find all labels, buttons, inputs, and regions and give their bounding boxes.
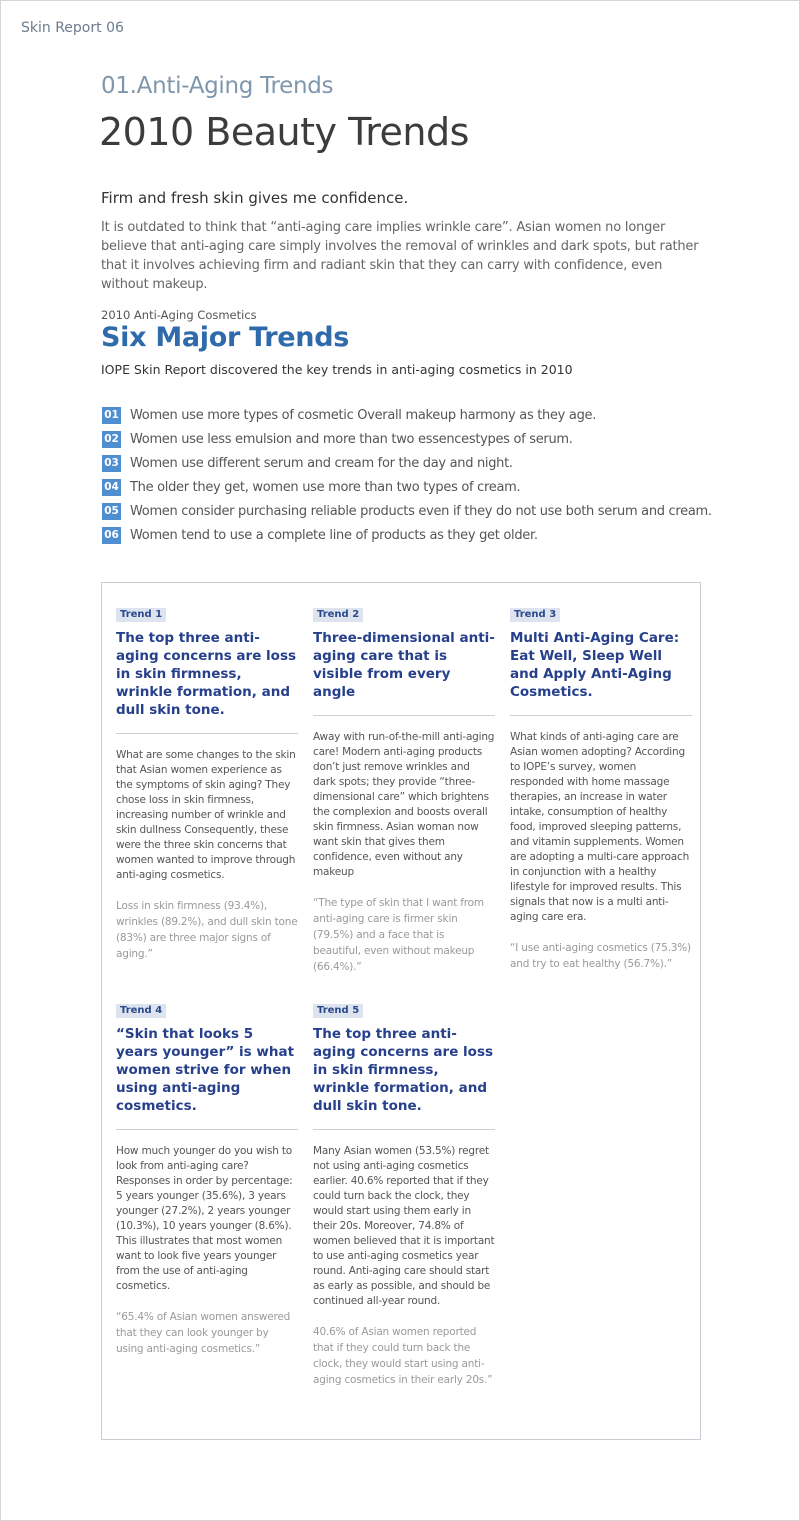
- divider: [313, 715, 495, 716]
- list-item: [102, 427, 742, 451]
- number-badge: 01: [102, 407, 121, 424]
- card-body: Many Asian women (53.5%) regret not using anti-aging cosmetics earlier. 40.6% reported that if they could turn back the clock, they would start using them early in their 20s. Moreover, 74.8% of women believed that it is important to use anti-aging cosmetics year round. Anti-aging care should start as early as possible, and should be continued all-year round.: [313, 1145, 495, 1307]
- list-item-text: Women use different serum and cream for the day and night.: [130, 455, 513, 471]
- card-quote: “65.4% of Asian women answered that they can look younger by using anti-aging cosmetics.”: [116, 1311, 291, 1355]
- card-quote: Loss in skin firmness (93.4%), wrinkles (89.2%), and dull skin tone (83%) are three major signs of aging.”: [116, 900, 298, 960]
- card-quote: 40.6% of Asian women reported that if they could turn back the clock, they would start using anti-aging cosmetics in their early 20s.”: [313, 1326, 493, 1386]
- card-body: Away with run-of-the-mill anti-aging care! Modern anti-aging products don’t just remove wrinkles and dark spots; they provide “three-dimensional care” which brightens the complexion and boosts overall skin firmness. Asian woman now want skin that gives them confidence, even without any makeup: [313, 731, 495, 878]
- number-badge: 05: [102, 503, 121, 520]
- trend-card-1: [116, 602, 298, 962]
- trend-cards-panel: [101, 582, 701, 1440]
- card-title: Multi Anti-Aging Care: Eat Well, Sleep Well and Apply Anti-Aging Cosmetics.: [510, 630, 680, 700]
- trend-card-4: [116, 998, 298, 1357]
- list-item: [102, 523, 742, 547]
- trend-tag: Trend 3: [510, 608, 560, 622]
- intro-lead: Firm and fresh skin gives me confidence.: [101, 189, 409, 207]
- page-title: 2010 Beauty Trends: [99, 110, 469, 154]
- list-item: [102, 499, 742, 523]
- card-body: What kinds of anti-aging care are Asian women adopting? According to IOPE’s survey, women responded with home massage therapies, an increase in water intake, consumption of healthy food, improved sleeping patterns, and vitamin supplements. Women are adopting a multi-care approach in conjunction with a healthy lifestyle for improved results. This signals that now is a multi anti-aging care era.: [510, 731, 690, 923]
- divider: [313, 1129, 495, 1130]
- list-item-text: The older they get, women use more than two types of cream.: [130, 479, 521, 495]
- trend-tag: Trend 2: [313, 608, 363, 622]
- list-item-text: Women use more types of cosmetic Overall makeup harmony as they age.: [130, 407, 597, 423]
- section-number: 01.Anti-Aging Trends: [101, 73, 334, 99]
- trend-card-3: [510, 602, 692, 972]
- number-badge: 06: [102, 527, 121, 544]
- list-item-text: Women use less emulsion and more than two essencestypes of serum.: [130, 431, 573, 447]
- trend-card-5: [313, 998, 495, 1388]
- report-label: Skin Report 06: [21, 20, 124, 36]
- number-badge: 03: [102, 455, 121, 472]
- trend-tag: Trend 1: [116, 608, 166, 622]
- list-item: [102, 451, 742, 475]
- divider: [116, 1129, 298, 1130]
- card-title: Three-dimensional anti-aging care that is visible from every angle: [313, 630, 495, 700]
- number-badge: 04: [102, 479, 121, 496]
- section-label: 2010 Anti-Aging Cosmetics: [101, 308, 257, 322]
- trend-card-2: [313, 602, 495, 975]
- trend-tag: Trend 4: [116, 1004, 166, 1018]
- list-item-text: Women consider purchasing reliable products even if they do not use both serum and cream.: [130, 503, 712, 519]
- trend-list: [102, 403, 742, 547]
- card-title: “Skin that looks 5 years younger” is what women strive for when using anti-aging cosmetics.: [116, 1026, 295, 1114]
- intro-paragraph: It is outdated to think that “anti-aging care implies wrinkle care”. Asian women no longer believe that anti-aging care simply involves the removal of wrinkles and dark spots, but rather that it involves achieving firm and radiant skin that they can carry with confidence, even without makeup.: [101, 220, 699, 292]
- six-trends-subtitle: IOPE Skin Report discovered the key trends in anti-aging cosmetics in 2010: [101, 362, 573, 377]
- card-title: The top three anti-aging concerns are loss in skin firmness, wrinkle formation, and dull skin tone.: [313, 1026, 494, 1114]
- divider: [510, 715, 692, 716]
- card-quote: “I use anti-aging cosmetics (75.3%) and try to eat healthy (56.7%).”: [510, 942, 691, 970]
- list-item: [102, 475, 742, 499]
- card-title: The top three anti-aging concerns are loss in skin firmness, wrinkle formation, and dull skin tone.: [116, 630, 297, 718]
- card-body: How much younger do you wish to look from anti-aging care? Responses in order by percentage: 5 years younger (35.6%), 3 years younger (27.2%), 2 years younger (10.3%), 10 years younger (8.6%). This illustrates that most women want to look five years younger from the use of anti-aging cosmetics.: [116, 1145, 293, 1292]
- divider: [116, 733, 298, 734]
- list-item: [102, 403, 742, 427]
- trend-tag: Trend 5: [313, 1004, 363, 1018]
- number-badge: 02: [102, 431, 121, 448]
- card-quote: “The type of skin that I want from anti-aging care is firmer skin (79.5%) and a face that is beautiful, even without makeup (66.4%).”: [313, 897, 484, 973]
- card-body: What are some changes to the skin that Asian women experience as the symptoms of skin aging? They chose loss in skin firmness, increasing number of wrinkle and skin dullness Consequently, these were the three skin concerns that women wanted to improve through anti-aging cosmetics.: [116, 749, 296, 881]
- six-trends-title: Six Major Trends: [101, 322, 350, 353]
- list-item-text: Women tend to use a complete line of products as they get older.: [130, 527, 538, 543]
